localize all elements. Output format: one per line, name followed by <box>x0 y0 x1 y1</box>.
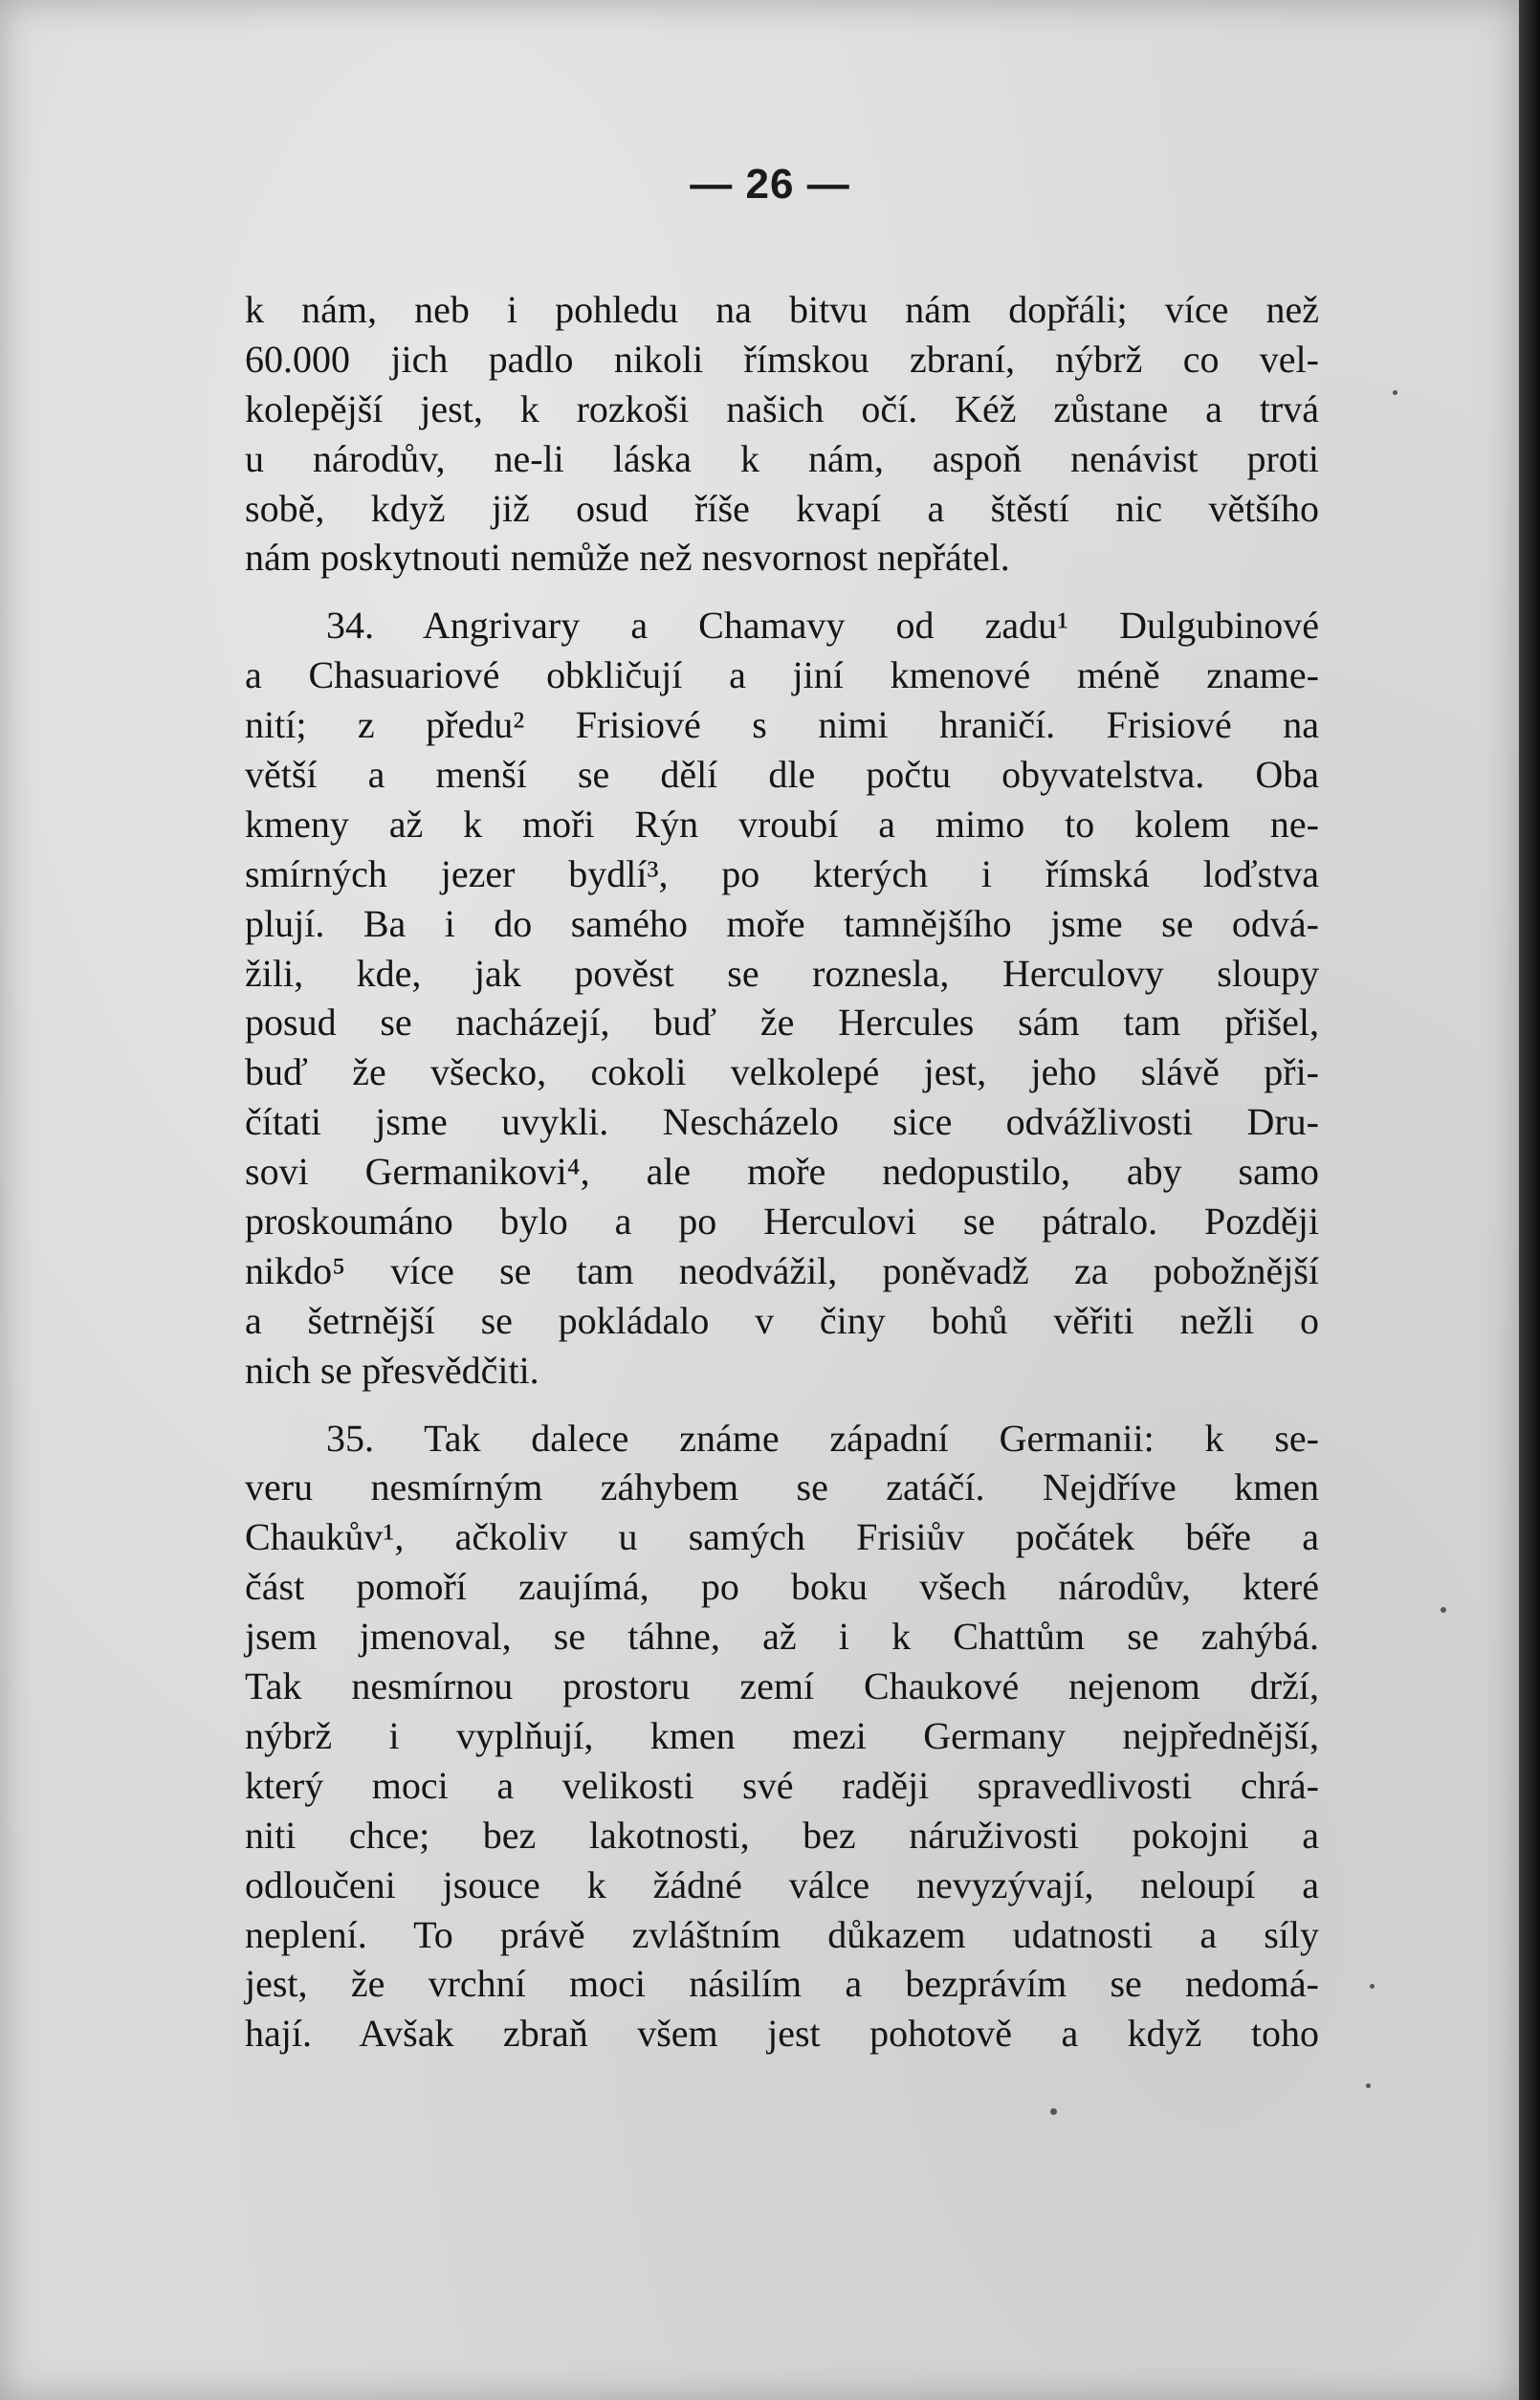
text-line: plují. Ba i do samého moře tamnějšího jsme se odvá- <box>245 901 1319 945</box>
text-line: 60.000 jich padlo nikoli římskou zbraní, nýbrž co vel- <box>245 337 1319 381</box>
scan-speck <box>1441 1607 1446 1613</box>
page-edge-shadow <box>1519 0 1540 2400</box>
text-line: a šetrnější se pokládalo v činy bohů věřiti nežli o <box>245 1298 1319 1342</box>
text-line: nich se přesvědčiti. <box>245 1348 539 1392</box>
text-line: buď že všecko, cokoli velkolepé jest, jeho slávě při- <box>245 1050 1319 1094</box>
text-line: jsem jmenoval, se táhne, až i k Chattům se zahýbá. <box>245 1615 1319 1659</box>
text-line: kmeny až k moři Rýn vroubí a mimo to kolem ne- <box>245 802 1319 846</box>
text-line: sobě, když již osud říše kvapí a štěstí nic většího <box>245 486 1319 530</box>
text-line: nýbrž i vyplňují, kmen mezi Germany nejpřednější, <box>245 1713 1319 1757</box>
text-line: nikdo⁵ více se tam neodvážil, poněvadž za pobožnější <box>245 1248 1319 1292</box>
text-line: veru nesmírným záhybem se zatáčí. Nejdříve kmen <box>245 1465 1319 1509</box>
text-line: u národův, ne-li láska k nám, aspoň nenávist proti <box>245 436 1319 480</box>
text-line: 35. Tak dalece známe západní Germanii: k se- <box>326 1416 1319 1460</box>
text-line: a Chasuariové obkličují a jiní kmenové méně zname- <box>245 653 1319 697</box>
text-line: žili, kde, jak pověst se roznesla, Herculovy sloupy <box>245 951 1319 995</box>
paragraph-35 <box>245 1414 1319 2059</box>
text-line: Tak nesmírnou prostoru zemí Chaukové nejenom drží, <box>245 1664 1319 1708</box>
text-line: sovi Germanikovi⁴, ale moře nedopustilo, aby samo <box>245 1150 1319 1194</box>
text-line: neplení. To právě zvláštním důkazem udatnosti a síly <box>245 1912 1319 1956</box>
text-line: 34. Angrivary a Chamavy od zadu¹ Dulgubinové <box>326 604 1319 648</box>
text-line: nití; z předu² Frisiové s nimi hraničí. Frisiové na <box>245 703 1319 747</box>
text-line: odloučeni jsouce k žádné válce nevyzývají, neloupí a <box>245 1862 1319 1906</box>
text-line: posud se nacházejí, buď že Hercules sám tam přišel, <box>245 1001 1319 1045</box>
scan-speck <box>1050 2108 1057 2115</box>
text-line: niti chce; bez lakotnosti, bez náruživosti pokojni a <box>245 1813 1319 1857</box>
text-line: jest, že vrchní moci násilím a bezprávím se nedomá- <box>245 1962 1319 2006</box>
scan-speck <box>1366 2083 1371 2088</box>
text-line: hají. Avšak zbraň všem jest pohotově a když toho <box>245 2012 1319 2056</box>
text-line: Chaukův¹, ačkoliv u samých Frisiův počátek béře a <box>245 1515 1319 1559</box>
text-line: větší a menší se dělí dle počtu obyvatelstva. Oba <box>245 753 1319 797</box>
page-number: — 26 — <box>690 161 850 208</box>
scan-speck <box>1393 390 1397 395</box>
body-text <box>245 285 1319 2077</box>
text-line: nám poskytnouti nemůže než nesvornost nepřátel. <box>245 536 1010 580</box>
text-line: čítati jsme uvykli. Nescházelo sice odvážlivosti Dru- <box>245 1100 1319 1144</box>
paragraph-34 <box>245 601 1319 1395</box>
text-line: smírných jezer bydlí³, po kterých i římská loďstva <box>245 851 1319 895</box>
text-line: část pomoří zaujímá, po boku všech národův, které <box>245 1565 1319 1609</box>
text-line: kolepější jest, k rozkoši našich očí. Kéž zůstane a trvá <box>245 386 1319 430</box>
text-line: k nám, neb i pohledu na bitvu nám dopřáli; více než <box>245 288 1319 331</box>
paragraph-1 <box>245 285 1319 583</box>
scan-speck <box>1370 1984 1375 1989</box>
text-line: proskoumáno bylo a po Herculovi se pátralo. Později <box>245 1200 1319 1244</box>
text-line: který moci a velikosti své raději spravedlivosti chrá- <box>245 1763 1319 1807</box>
